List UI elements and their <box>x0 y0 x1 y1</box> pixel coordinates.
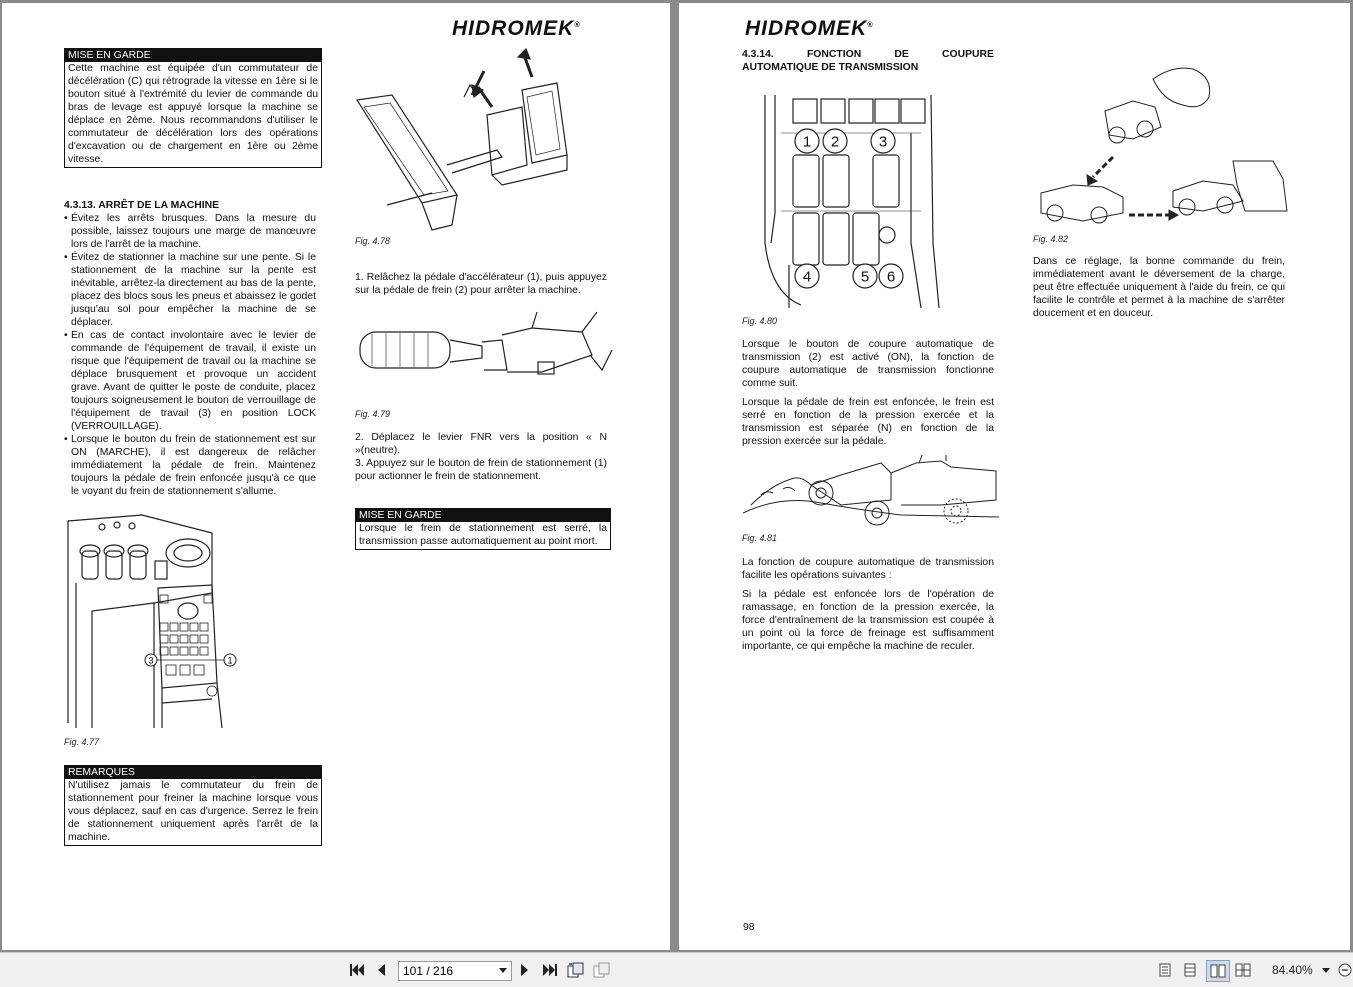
step-1-text: 1. Relâchez la pédale d'accélérateur (1), puis appuyez sur la pédale de frein (2) pour arrêter la machine. <box>355 272 607 296</box>
last-page-button[interactable] <box>540 960 560 980</box>
warning-body: Cette machine est équipée d'un commutateur de décélération (C) qui rétrograde la vitesse en 1ère si le bouton situé à l'extrémité du levier de commande du bras de levage est appuyé lorsque la machine se déplace en 2ème. Nous recommandons d'utiliser le commutateur de décélération lors des opérations d'excavation ou de chargement en 1ère ou 2ème vitesse. <box>68 63 318 165</box>
callout-5: 5 <box>860 268 870 286</box>
viewer-toolbar <box>0 952 1353 987</box>
page-number: 98 <box>743 922 755 933</box>
brand-logo: HIDROMEK® <box>452 17 581 40</box>
warning-box-decelerator <box>64 48 322 168</box>
facing-continuous-icon <box>1235 963 1251 977</box>
stop-bullet-list <box>64 212 316 498</box>
switch-panel-illustration <box>761 93 947 313</box>
left-page <box>2 3 670 950</box>
facing-continuous-view-button[interactable] <box>1234 960 1252 980</box>
remarks-title: REMARQUES <box>65 766 321 779</box>
fnr-lever-illustration <box>352 310 614 402</box>
callout-1: 1 <box>802 133 812 151</box>
zoom-out-icon <box>1338 963 1352 977</box>
list-item: • Évitez de stationner la machine sur une pente. Si le stationnement de la machine sur la pente est inévitable, arrêtez-la directement au bas de la pente, placez des blocs sous les pneus et abaissez le godet jusqu'au sol pour empêcher la machine de se déplacer. <box>64 251 316 329</box>
rotate-view-button[interactable] <box>566 960 586 980</box>
callout-6: 6 <box>886 268 896 286</box>
paragraph-3: La fonction de coupure automatique de transmission facilite les opérations suivantes : <box>742 557 994 581</box>
callout-4: 4 <box>802 268 812 286</box>
callout-3: 3 <box>148 655 154 666</box>
fig-caption-77: Fig. 4.77 <box>64 737 100 747</box>
fig-caption-82: Fig. 4.82 <box>1033 234 1069 244</box>
console-illustration <box>62 513 242 735</box>
fig-caption-79: Fig. 4.79 <box>355 409 391 419</box>
page-rotate-icon <box>567 962 585 978</box>
step-3-text: 3. Appuyez sur le bouton de frein de stationnement (1) pour actionner le frein de stationnement. <box>355 458 607 482</box>
warning-title: MISE EN GARDE <box>356 509 610 522</box>
last-page-icon <box>542 963 558 977</box>
continuous-page-icon <box>1184 963 1196 977</box>
list-item: • Lorsque le bouton du frein de stationnement est sur ON (MARCHE), il est dangereux de relâcher immédiatement la pédale de frein. Maintenez toujours la pédale de frein enfoncée jusqu'à ce que le voyant du frein de stationnement s'allume. <box>64 433 316 498</box>
paragraph-1: Lorsque le bouton de coupure automatique de transmission (2) est activé (ON), la fonction de coupure automatique de transmission fonctionne comme suit. <box>742 339 994 389</box>
chevron-down-icon <box>1322 968 1330 973</box>
single-page-view-button[interactable] <box>1157 960 1173 980</box>
fig-caption-78: Fig. 4.78 <box>355 236 391 246</box>
warning-body: Lorsque le frein de stationnement est serré, la transmission passe automatiquement au point mort. <box>359 523 607 547</box>
dump-sequence-illustration <box>1033 61 1291 233</box>
two-page-view-button[interactable] <box>592 960 612 980</box>
facing-pages-icon <box>1210 964 1226 978</box>
warning-title: MISE EN GARDE <box>65 49 321 62</box>
callout-3: 3 <box>878 133 888 151</box>
callout-2: 2 <box>830 133 840 151</box>
single-page-icon <box>1159 963 1171 977</box>
zoom-out-button[interactable] <box>1338 960 1352 980</box>
brand-logo: HIDROMEK® <box>745 17 874 40</box>
next-page-button[interactable] <box>516 960 534 980</box>
section-title-auto-cut-line2: AUTOMATIQUE DE TRANSMISSION <box>742 62 919 73</box>
page-indicator: 101 / 216 <box>403 964 454 978</box>
page-number-select[interactable] <box>398 961 512 981</box>
continuous-view-button[interactable] <box>1182 960 1198 980</box>
paragraph-5: Dans ce réglage, la bonne commande du frein, immédiatement avant le déversement de la charge, peut être effectuée uniquement à l'aide du frein, ce qui facilite le contrôle et permet à la machine de s'arrêter doucement et en douceur. <box>1033 256 1285 319</box>
next-page-icon <box>520 963 530 977</box>
zoom-level[interactable]: 84.40% <box>1272 963 1313 977</box>
callout-1: 1 <box>227 655 233 666</box>
remarks-box <box>64 765 322 846</box>
warning-box-parking-brake <box>355 508 611 550</box>
paragraph-4: Si la pédale est enfoncée lors de l'opération de ramassage, en fonction de la pression exercée, la force d'entraînement de la transmission est coupée à un point où la force de freinage est suffisamment importante, ce qui empêche la machine de reculer. <box>742 589 994 652</box>
previous-page-button[interactable] <box>372 960 390 980</box>
list-item: • Évitez les arrêts brusques. Dans la mesure du possible, laissez toujours une marge de manœuvre lors de l'arrêt de la machine. <box>64 212 316 251</box>
page-copy-icon <box>593 962 611 978</box>
first-page-icon <box>349 963 365 977</box>
remarks-body: N'utilisez jamais le commutateur du frein de stationnement pour freiner la machine lorsque vous vous déplacez, sauf en cas d'urgence. Serrez le frein de stationnement uniquement après l'arrêt de la machine. <box>68 780 318 843</box>
first-page-button[interactable] <box>347 960 367 980</box>
zoom-dropdown-button[interactable] <box>1320 960 1332 980</box>
facing-view-button[interactable] <box>1206 960 1230 982</box>
section-title-stop: 4.3.13. ARRÊT DE LA MACHINE <box>64 200 220 211</box>
section-title-auto-cut-line1: 4.3.14. FONCTION DE COUPURE <box>742 49 994 60</box>
pedals-illustration <box>352 45 602 237</box>
previous-page-icon <box>376 963 386 977</box>
step-2-text: 2. Déplacez le levier FNR vers la position « N »(neutre). <box>355 432 607 456</box>
fig-caption-80: Fig. 4.80 <box>742 316 778 326</box>
loader-pickup-illustration <box>741 455 1001 529</box>
list-item: • En cas de contact involontaire avec le levier de commande de l'équipement de travail, il existe un risque que l'équipement de travail ou la machine se déplace brusquement et provoque un accident grave. Avant de quitter le poste de conduite, placez toujours soigneusement le bouton de verrouillage de l'équipement de travail (3) en position LOCK (VERROUILLAGE). <box>64 329 316 433</box>
paragraph-2: Lorsque la pédale de frein est enfoncée, le frein est serré en fonction de la pression exercée et la transmission est séparée (N) en fonction de la pression exercée sur la pédale. <box>742 397 994 447</box>
fig-caption-81: Fig. 4.81 <box>742 533 778 543</box>
right-page <box>679 3 1350 950</box>
chevron-down-icon <box>499 968 507 973</box>
